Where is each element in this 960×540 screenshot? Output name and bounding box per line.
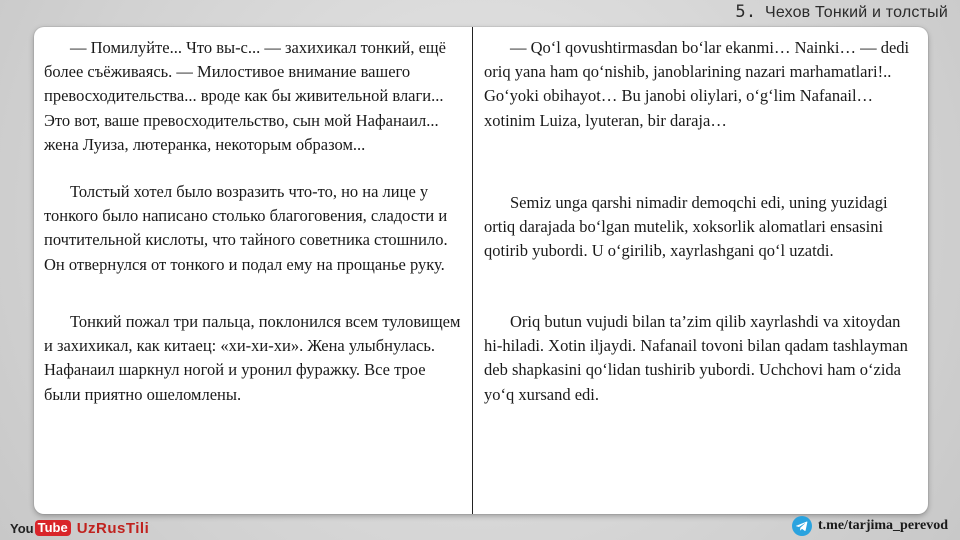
youtube-channel[interactable] — [10, 518, 149, 538]
telegram-link[interactable]: t.me/tarjima_perevod — [818, 518, 948, 533]
russian-paragraph-1: — Помилуйте... Что вы-с... — захихикал тонкий, ещё более съёживаясь. — Милостивое внимание вашего превосходительства... вроде как бы живительной влаги... Это вот, ваше превосходительство, сын мой Нафанаил... жена Луиза, лютеранка, некоторым образом... — [44, 38, 446, 154]
russian-paragraph-2: Толстый хотел было возразить что-то, но на лице у тонкого было написано столько благоговения, сладости и почтительной кислоты, что тайного советника стошнило. Он отвернулся от тонкого и подал ему на прощанье руку. — [44, 182, 448, 274]
telegram-icon — [792, 516, 812, 536]
slide-title — [735, 2, 948, 24]
uzbek-paragraph-2: Semiz unga qarshi nimadir demoqchi edi, uning yuzidagi ortiq darajada bo‘lgan mutelik, xoksorlik alomatlari ensasini qotirib yubordi. U o‘girilib, xayrlashgani qo‘l uzatdi. — [484, 193, 888, 261]
uzbek-paragraph-3: Oriq butun vujudi bilan ta’zim qilib xayrlashdi va xitoydan hi-hiladi. Xotin iljaydi. Nafanail tovoni bilan qadam tashlayman deb shapkasini qo‘lidan tushirib yubordi. Uchchovi ham o‘zida yo‘q xursand edi. — [484, 312, 908, 404]
youtube-logo: You Tube — [10, 520, 71, 536]
russian-column — [44, 36, 464, 407]
channel-name[interactable]: UzRusTili — [76, 519, 150, 537]
uzbek-column — [484, 36, 916, 407]
slide-number: 5. — [735, 2, 757, 22]
column-divider — [472, 27, 473, 514]
text-card — [34, 27, 928, 514]
slide-title-text: Чехов Тонкий и толстый — [764, 4, 948, 21]
telegram-link-group[interactable] — [792, 515, 948, 537]
uzbek-paragraph-1: — Qo‘l qovushtirmasdan bo‘lar ekanmi… Nainki… — dedi oriq yana ham qo‘nishib, janoblarining nazari marhamatlari!.. Go‘yoki obihayot… Bu janobi oliylari, o‘g‘lim Nafanail… xotinim Luiza, lyuteran, bir daraja… — [484, 38, 910, 130]
russian-paragraph-3: Тонкий пожал три пальца, поклонился всем туловищем и захихикал, как китаец: «хи-хи-хи». Жена улыбнулась. Нафанаил шаркнул ногой и уронил фуражку. Все трое были приятно ошеломлены. — [44, 312, 461, 404]
